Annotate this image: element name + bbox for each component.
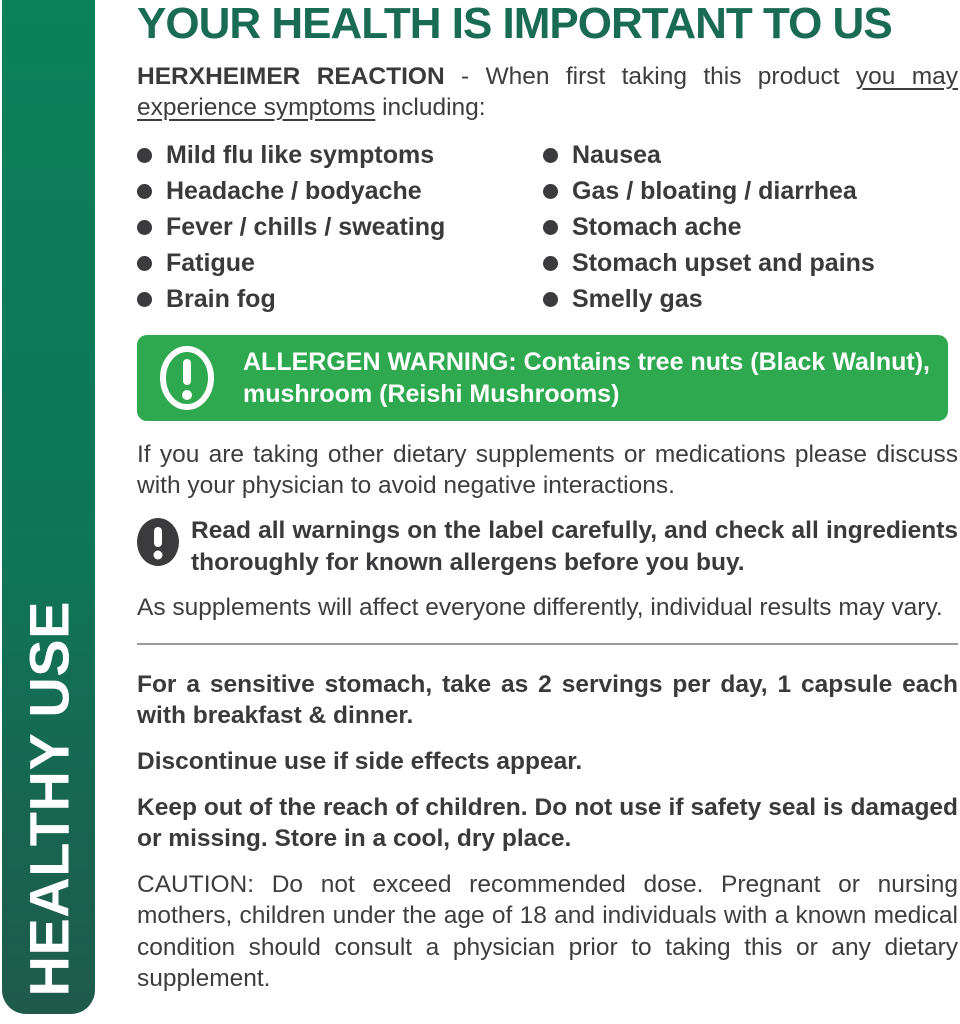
symptom-list [137, 137, 958, 317]
symptom-label: Smelly gas [572, 284, 703, 313]
symptom-label: Fatigue [166, 248, 255, 277]
symptom-label: Fever / chills / sweating [166, 212, 446, 241]
healthy-use-label: HEALTHY USE [17, 600, 80, 996]
section-divider [137, 643, 958, 645]
label-content [137, 0, 958, 1008]
symptom-label: Stomach upset and pains [572, 248, 875, 277]
symptom-item [543, 137, 958, 173]
symptom-label: Mild flu like symptoms [166, 140, 435, 169]
read-warnings-text: Read all warnings on the label carefully, and check all ingredients thoroughly for known allergens before you buy. [191, 517, 958, 576]
symptom-column-left [137, 137, 543, 317]
symptom-item [137, 137, 543, 173]
bullet-icon [137, 256, 152, 271]
allergen-warning-text: ALLERGEN WARNING: Contains tree nuts (Black Walnut), mushroom (Reishi Mushrooms) [243, 347, 930, 409]
sensitive-stomach-text: For a sensitive stomach, take as 2 servings per day, 1 capsule each with breakfast & dinner. [137, 670, 958, 729]
symptom-item [137, 209, 543, 245]
keep-out-text: Keep out of the reach of children. Do not use if safety seal is damaged or missing. Store in a cool, dry place. [137, 794, 958, 853]
symptom-label: Headache / bodyache [166, 176, 422, 205]
allergen-warning-box [137, 335, 948, 421]
bullet-icon [543, 148, 558, 163]
symptom-item [137, 173, 543, 209]
caution-paragraph: CAUTION: Do not exceed recommended dose. Pregnant or nursing mothers, children under the age of 18 and individuals with a known medical condition should consult a physician prior to taking this or any dietary supplement. [137, 871, 958, 992]
dash-separator: - [444, 63, 486, 90]
bullet-icon [137, 184, 152, 199]
symptom-label: Brain fog [166, 284, 276, 313]
herxheimer-paragraph [137, 61, 958, 123]
read-warnings-row [137, 515, 958, 577]
intro-text-end: including: [375, 94, 486, 122]
symptom-label: Gas / bloating / diarrhea [572, 176, 857, 205]
symptom-item [543, 281, 958, 317]
herxheimer-heading: HERXHEIMER REACTION [137, 63, 445, 90]
symptom-item [543, 245, 958, 281]
symptom-item [137, 245, 543, 281]
bullet-icon [137, 292, 152, 307]
page-title: YOUR HEALTH IS IMPORTANT TO US [137, 0, 892, 48]
exclamation-circle-outline-icon [159, 345, 215, 411]
bullet-icon [137, 148, 152, 163]
exclamation-circle-filled-icon [137, 518, 179, 577]
symptom-item [137, 281, 543, 317]
underlined-phrase: you may experience symptoms [137, 63, 958, 122]
bullet-icon [543, 292, 558, 307]
usage-section [137, 669, 958, 994]
bullet-icon [543, 256, 558, 271]
results-vary-paragraph: As supplements will affect everyone differently, individual results may vary. [137, 593, 943, 621]
symptom-label: Stomach ache [572, 212, 742, 241]
symptom-label: Nausea [572, 140, 661, 169]
symptom-item [543, 173, 958, 209]
bullet-icon [543, 184, 558, 199]
bullet-icon [543, 220, 558, 235]
symptom-column-right [543, 137, 958, 317]
bullet-icon [137, 220, 152, 235]
symptom-item [543, 209, 958, 245]
discontinue-text: Discontinue use if side effects appear. [137, 747, 583, 775]
intro-text: When first taking this product [485, 63, 856, 90]
interactions-paragraph: If you are taking other dietary supplements or medications please discuss with your physician to avoid negative interactions. [137, 441, 958, 500]
healthy-use-banner [2, 0, 95, 1014]
